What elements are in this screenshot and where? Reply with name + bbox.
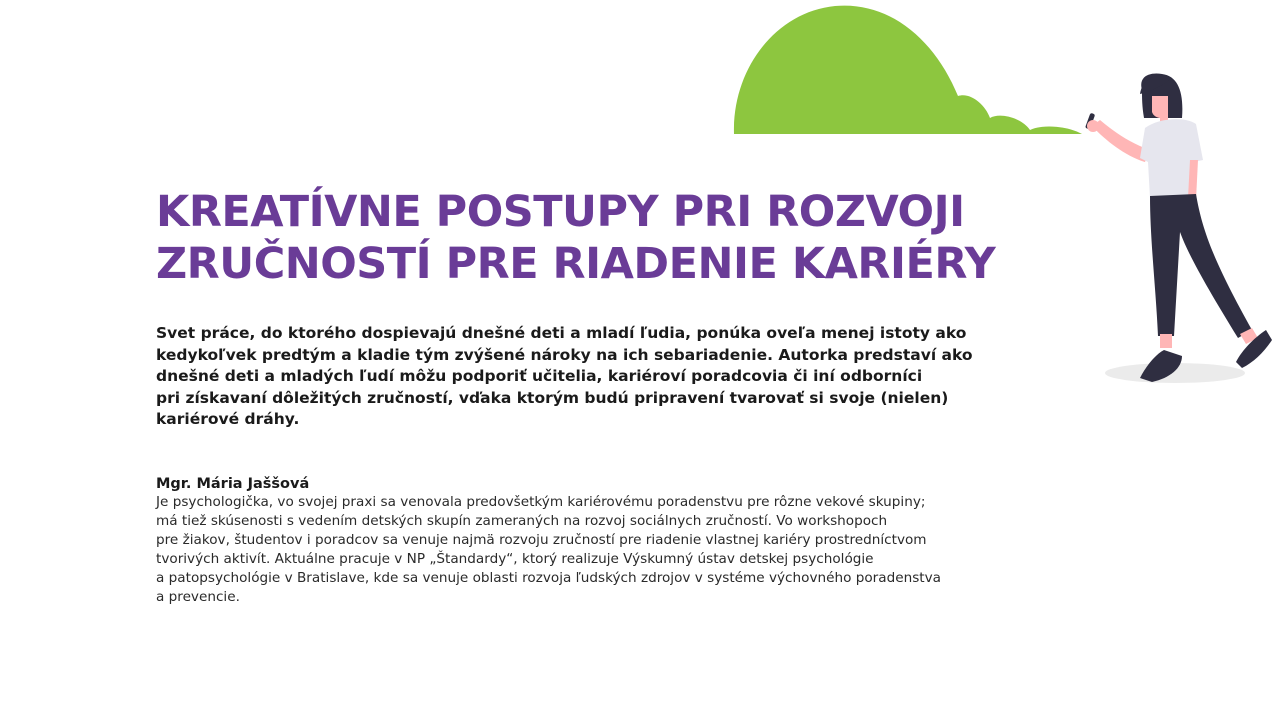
intro-line: kedykoľvek predtým a kladie tým zvýšené nároky na ich sebariadenie. Autorka predstaví ako [156, 345, 973, 364]
page-title [156, 186, 1116, 290]
bio-line: a patopsychológie v Bratislave, kde sa venuje oblasti rozvoja ľudských zdrojov v systéme výchovného poradenstva [156, 570, 941, 586]
intro-line: pri získavaní dôležitých zručností, vďaka ktorým budú pripravení tvarovať si svoje (nielen) [156, 388, 949, 407]
bio-line: Je psychologička, vo svojej praxi sa venovala predovšetkým kariérovému poradenstvu pre rôzne vekové skupiny; [156, 494, 926, 510]
bio-line: tvorivých aktivít. Aktuálne pracuje v NP „Štandardy“, ktorý realizuje Výskumný ústav detskej psychológie [156, 551, 874, 567]
title-line: KREATÍVNE POSTUPY PRI ROZVOJI [156, 187, 965, 237]
cloud-icon [734, 6, 1082, 134]
intro-line: Svet práce, do ktorého dospievajú dnešné deti a mladí ľudia, ponúka oveľa menej istoty ako [156, 324, 967, 342]
bio-line: a prevencie. [156, 589, 240, 605]
intro-line: dnešné deti a mladých ľudí môžu podporiť učitelia, kariéroví poradcovia či iní odborníci [156, 367, 923, 385]
intro-line: kariérové dráhy. [156, 410, 300, 428]
bio-line: pre žiakov, študentov i poradcov sa venuje najmä rozvoju zručností pre riadenie vlastnej kariéry prostredníctvom [156, 532, 927, 548]
author-name: Mgr. Mária Jaššová [156, 476, 310, 492]
author-bio [156, 493, 1096, 607]
bio-line: má tiež skúsenosti s vedením detských skupín zameraných na rozvoj sociálnych zručností. Vo workshopoch [156, 513, 888, 529]
title-line: ZRUČNOSTÍ PRE RIADENIE KARIÉRY [156, 239, 996, 289]
intro-paragraph [156, 323, 1096, 431]
